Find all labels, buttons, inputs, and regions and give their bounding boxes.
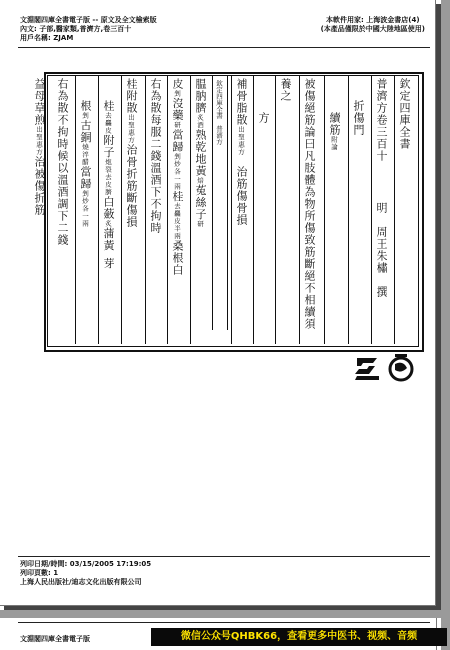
ingredient: 菟絲子 <box>194 184 207 221</box>
book-title-column: 欽定四庫全書 <box>398 78 411 150</box>
column-rule <box>299 76 300 344</box>
prescription-name: 補骨脂散 <box>235 78 248 126</box>
text-column: 方 <box>257 112 270 124</box>
text-column <box>125 78 137 228</box>
annotation: 研 <box>196 220 204 228</box>
text-column <box>79 100 91 228</box>
annotation: 去麤皮 <box>104 112 112 135</box>
ingredient: 白蘞 <box>102 196 115 220</box>
column-rule <box>75 76 76 344</box>
viewer-background-right <box>441 0 450 650</box>
ingredient: 附子 <box>102 134 115 159</box>
annotation: 出聖惠方 <box>35 126 43 156</box>
column-rule <box>394 76 395 344</box>
annotation: 出聖惠方 <box>127 114 135 144</box>
annotation: 焙 <box>196 177 204 185</box>
ingredient: 桑根白 <box>171 240 184 276</box>
watermark-banner: 微信公众号QHBK66，查看更多中医书、视频、音频 <box>151 628 447 646</box>
next-page-divider <box>18 622 430 623</box>
annotation: 剉 <box>173 90 181 98</box>
text-column <box>235 78 247 226</box>
annotation: 剉炒各一兩 <box>173 153 181 191</box>
annotation: 炮裂去皮臍 <box>104 158 112 196</box>
header-title: 文淵閣四庫全書電子版 -- 原文及全文檢索版 <box>20 16 157 24</box>
section-heading: 折傷門 <box>352 100 365 136</box>
annotation: 炙 <box>104 220 112 228</box>
ingredient: 芽 <box>102 257 115 270</box>
prescription-name: 益母草煎 <box>33 78 46 126</box>
annotation: 剉炒各一兩 <box>81 190 89 228</box>
text-column <box>375 78 387 298</box>
text-column: 右為散不拘時候以溫酒調下二錢 <box>56 78 69 246</box>
header-region-note: (本產品僅限於中國大陸地區使用) <box>320 25 425 33</box>
author-line: 明 周王朱橚 撰 <box>375 202 388 298</box>
header-username: 用戶名稱: ZJAM <box>20 34 74 42</box>
ingredient: 古銅 <box>79 119 92 144</box>
text-column <box>194 78 206 228</box>
prescription-name: 桂附散 <box>125 78 138 114</box>
annotation: 剉 <box>81 112 89 120</box>
subsection-heading <box>328 112 340 151</box>
column-rule <box>190 76 191 344</box>
column-rule <box>167 76 168 344</box>
header-divider <box>18 47 430 48</box>
publisher-logo <box>355 352 415 384</box>
margin-label: 欽定四庫全書 普濟方 <box>215 80 223 145</box>
text-column: 被傷絕筋論曰凡肢體為物所傷致筋斷絕不相續須 <box>303 78 316 330</box>
page-header-right <box>321 16 425 34</box>
column-rule <box>121 76 122 344</box>
text-column: 養之 <box>279 78 292 102</box>
column-rule <box>145 76 146 344</box>
text-column: 右為散每服二錢溫酒下不拘時 <box>149 78 162 234</box>
annotation: 燒淬醋 <box>81 143 89 166</box>
ingredient: 蒲黃 <box>102 227 115 252</box>
prescription-use: 治被傷折筋 <box>33 156 46 216</box>
annotation: 去麤皮半兩 <box>173 202 181 240</box>
subsection-title: 續筋 <box>328 112 341 136</box>
page-shadow-right <box>436 4 441 608</box>
ingredient: 當歸 <box>79 166 92 190</box>
column-rule <box>231 76 232 344</box>
column-rule <box>324 76 325 344</box>
annotation: 出聖惠方 <box>237 126 245 156</box>
page-header-left <box>20 16 157 43</box>
annotation: 研 <box>173 121 181 129</box>
text-column <box>33 78 45 216</box>
ingredient: 當歸 <box>171 129 184 153</box>
ingredient: 皮 <box>171 78 184 90</box>
volume-title: 普濟方卷三百十 <box>375 78 388 162</box>
column-rule <box>371 76 372 344</box>
page-shadow-bottom <box>4 606 441 610</box>
header-content-path: 內文: 子部,醫家類,普濟方,卷三百十 <box>20 25 132 33</box>
next-page-header: 文淵閣四庫全書電子版 <box>20 635 90 643</box>
ingredient: 腽肭臍 <box>194 78 207 114</box>
text-column <box>102 100 114 270</box>
print-pages: 列印頁數: 1 <box>20 569 59 577</box>
ingredient: 桂 <box>102 100 115 112</box>
annotation: 附論 <box>330 136 338 151</box>
ingredient: 桂 <box>171 190 184 203</box>
annotation: 炙酒 <box>196 114 204 129</box>
footer-divider <box>18 556 430 557</box>
prescription-use: 治筋傷骨損 <box>235 166 248 226</box>
ingredient: 熟乾地黃 <box>194 129 207 177</box>
publisher-line: 上海人民出版社/迪志文化出版有限公司 <box>20 578 142 586</box>
prescription-use: 治骨折筋斷傷損 <box>125 144 138 228</box>
column-rule <box>275 76 276 344</box>
header-licensee: 本軟件用家: 上海波金書店(4) <box>326 16 420 24</box>
column-rule <box>253 76 254 344</box>
ingredient: 根 <box>79 100 92 112</box>
text-column <box>171 78 183 276</box>
column-rule <box>98 76 99 344</box>
column-rule <box>348 76 349 344</box>
viewer-background-gap <box>0 610 450 618</box>
ingredient: 沒藥 <box>171 97 184 122</box>
print-datetime: 列印日期/時間: 03/15/2005 17:19:05 <box>20 560 152 568</box>
